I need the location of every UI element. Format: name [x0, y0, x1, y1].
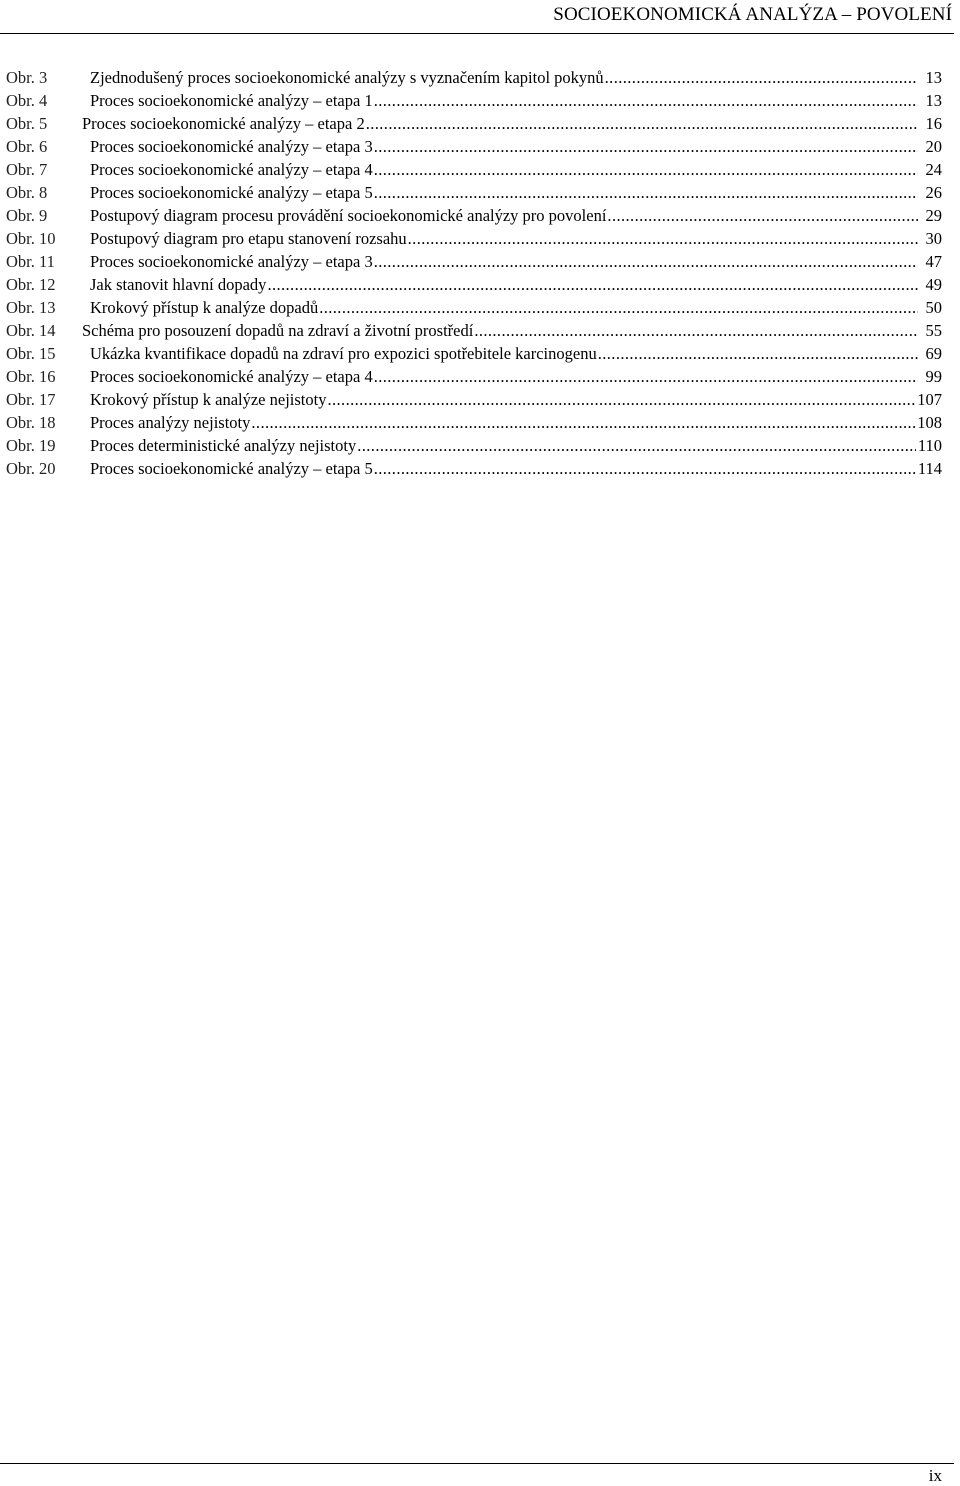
dot-leader [374, 365, 918, 388]
page-number: 69 [925, 344, 942, 363]
dot-leader [366, 112, 918, 135]
figure-title: Proces socioekonomické analýzy – etapa 1 [90, 91, 373, 110]
toc-entry[interactable] [6, 411, 942, 434]
dot-leader [374, 89, 918, 112]
dot-leader [598, 342, 918, 365]
toc-entry[interactable] [6, 204, 942, 227]
toc-entry[interactable] [6, 342, 942, 365]
figure-title: Jak stanovit hlavní dopady [90, 275, 267, 294]
figure-number: Obr. 8 [6, 183, 48, 202]
page-number: 108 [917, 413, 942, 432]
dot-leader [267, 273, 918, 296]
toc-entry[interactable] [6, 181, 942, 204]
figure-title: Ukázka kvantifikace dopadů na zdraví pro expozici spotřebitele karcinogenu [90, 344, 597, 363]
page-footer-number: ix [928, 1466, 942, 1485]
figure-title: Proces socioekonomické analýzy – etapa 5 [90, 459, 373, 478]
figure-number: Obr. 12 [6, 275, 56, 294]
running-header: SOCIOEKONOMICKÁ ANALÝZA – POVOLENÍ [553, 4, 952, 25]
dot-leader [408, 227, 918, 250]
figure-title: Schéma pro posouzení dopadů na zdraví a životní prostředí [82, 321, 474, 340]
figure-title: Zjednodušený proces socioekonomické analýzy s vyznačením kapitol pokynů [90, 68, 604, 87]
dot-leader [474, 319, 918, 342]
dot-leader [327, 388, 915, 411]
figure-number: Obr. 10 [6, 229, 56, 248]
toc-entry[interactable] [6, 457, 942, 480]
figure-number: Obr. 4 [6, 91, 48, 110]
dot-leader [607, 204, 918, 227]
toc-entry[interactable] [6, 434, 942, 457]
dot-leader [374, 135, 918, 158]
figure-title: Postupový diagram procesu provádění socioekonomické analýzy pro povolení [90, 206, 607, 225]
figure-number: Obr. 13 [6, 298, 56, 317]
figure-number: Obr. 15 [6, 344, 56, 363]
figure-title: Proces socioekonomické analýzy – etapa 4 [90, 367, 373, 386]
figure-number: Obr. 19 [6, 436, 56, 455]
page-number: 26 [925, 183, 942, 202]
dot-leader [319, 296, 918, 319]
figure-title: Proces socioekonomické analýzy – etapa 3 [90, 252, 373, 271]
figure-title: Krokový přístup k analýze dopadů [90, 298, 319, 317]
page-number: 13 [925, 68, 942, 87]
page-number: 30 [925, 229, 942, 248]
dot-leader [374, 181, 918, 204]
page-number: 16 [925, 114, 942, 133]
dot-leader [357, 434, 916, 457]
toc-entry[interactable] [6, 227, 942, 250]
figure-title: Proces deterministické analýzy nejistoty [90, 436, 357, 455]
toc-entry[interactable] [6, 112, 942, 135]
dot-leader [374, 250, 918, 273]
toc-entry[interactable] [6, 319, 942, 342]
toc-entry[interactable] [6, 250, 942, 273]
page-number: 110 [917, 436, 942, 455]
figure-title: Proces socioekonomické analýzy – etapa 3 [90, 137, 373, 156]
figure-number: Obr. 6 [6, 137, 48, 156]
dot-leader [605, 66, 918, 89]
page-number: 13 [925, 91, 942, 110]
toc-entry[interactable] [6, 135, 942, 158]
page-number: 99 [925, 367, 942, 386]
page-number: 114 [917, 459, 942, 478]
dot-leader [374, 457, 916, 480]
figure-number: Obr. 17 [6, 390, 56, 409]
dot-leader [374, 158, 918, 181]
figure-title: Proces socioekonomické analýzy – etapa 5 [90, 183, 373, 202]
toc-entry[interactable] [6, 158, 942, 181]
figure-number: Obr. 16 [6, 367, 56, 386]
page-number: 55 [925, 321, 942, 340]
page-number: 50 [925, 298, 942, 317]
page-number: 49 [925, 275, 942, 294]
page-number: 47 [925, 252, 942, 271]
page-number: 20 [925, 137, 942, 156]
figure-number: Obr. 14 [6, 321, 56, 340]
toc-entry[interactable] [6, 365, 942, 388]
figure-number: Obr. 18 [6, 413, 56, 432]
footer-divider [0, 1463, 954, 1464]
figure-number: Obr. 11 [6, 252, 55, 271]
list-of-figures [6, 66, 942, 480]
toc-entry[interactable] [6, 388, 942, 411]
toc-entry[interactable] [6, 66, 942, 89]
figure-number: Obr. 20 [6, 459, 56, 478]
dot-leader [251, 411, 915, 434]
figure-number: Obr. 7 [6, 160, 48, 179]
toc-entry[interactable] [6, 296, 942, 319]
header-divider [0, 33, 954, 34]
page-number: 29 [925, 206, 942, 225]
figure-title: Proces socioekonomické analýzy – etapa 4 [90, 160, 373, 179]
toc-entry[interactable] [6, 89, 942, 112]
figure-number: Obr. 3 [6, 68, 48, 87]
toc-entry[interactable] [6, 273, 942, 296]
page-number: 107 [917, 390, 942, 409]
figure-title: Proces socioekonomické analýzy – etapa 2 [82, 114, 365, 133]
page-number: 24 [925, 160, 942, 179]
figure-number: Obr. 9 [6, 206, 48, 225]
figure-title: Proces analýzy nejistoty [90, 413, 251, 432]
figure-title: Postupový diagram pro etapu stanovení rozsahu [90, 229, 407, 248]
figure-title: Krokový přístup k analýze nejistoty [90, 390, 327, 409]
figure-number: Obr. 5 [6, 114, 48, 133]
